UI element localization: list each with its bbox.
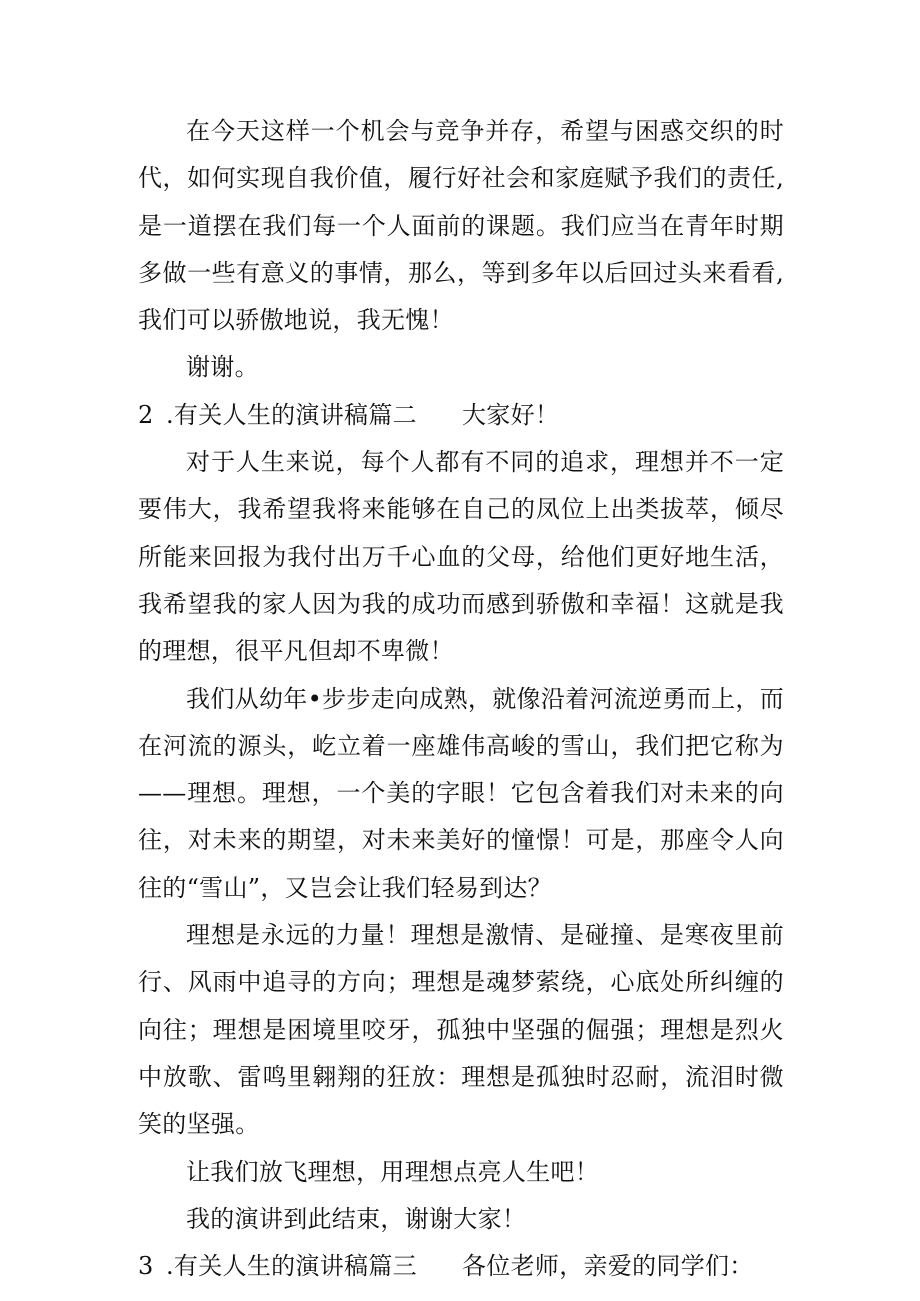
section-heading-3 <box>138 1243 784 1290</box>
paragraph-ideal: 对于人生来说，每个人都有不同的追求，理想并不一定要伟大，我希望我将来能够在自己的凤位上出类拔萃，倾尽所能来回报为我付出万千心血的父母，给他们更好地生活，我希望我的家人因为我的成功而感到骄傲和幸福！这就是我的理想，很平凡但却不卑微！ <box>138 448 784 666</box>
section-title: .有关人生的演讲稿篇二 <box>166 400 417 429</box>
paragraph-fly: 让我们放飞理想，用理想点亮人生吧！ <box>186 1157 600 1186</box>
section-title: .有关人生的演讲稿篇三 <box>166 1252 417 1281</box>
section-number: 3 <box>138 1252 154 1281</box>
paragraph-thanks: 谢谢。 <box>186 353 259 382</box>
section-greeting: 各位老师，亲爱的同学们： <box>462 1252 754 1281</box>
paragraph-river: 我们从幼年•步步走向成熟，就像沿着河流逆勇而上，而在河流的源头，屹立着一座雄伟高峻的雪山，我们把它称为——理想。理想，一个美的字眼！它包含着我们对未来的向往，对未来的期望，对未来美好的憧憬！可是，那座令人向往的“雪山”，又岂会让我们轻易到达？ <box>138 684 784 902</box>
section-number: 2 <box>138 400 154 429</box>
paragraph-intro: 在今天这样一个机会与竞争并存，希望与困惑交织的时代，如何实现自我价值，履行好社会和家庭赋予我们的责任,是一道摆在我们每一个人面前的课题。我们应当在青年时期多做一些有意义的事情，那么，等到多年以后回过头来看看,我们可以骄傲地说，我无愧！ <box>138 117 784 335</box>
paragraph-closing: 我的演讲到此结束，谢谢大家！ <box>186 1204 527 1233</box>
paragraph-power: 理想是永远的力量！理想是激情、是碰撞、是寒夜里前行、风雨中追寻的方向；理想是魂梦萦绕，心底处所纠缠的向往；理想是困境里咬牙，孤独中坚强的倔强；理想是烈火中放歌、雷鸣里翱翔的狂放：理想是孤独时忍耐，流泪时微笑的坚强。 <box>138 921 784 1139</box>
document-body <box>138 108 784 1290</box>
section-heading-2 <box>138 392 784 439</box>
section-greeting: 大家好！ <box>462 400 560 429</box>
